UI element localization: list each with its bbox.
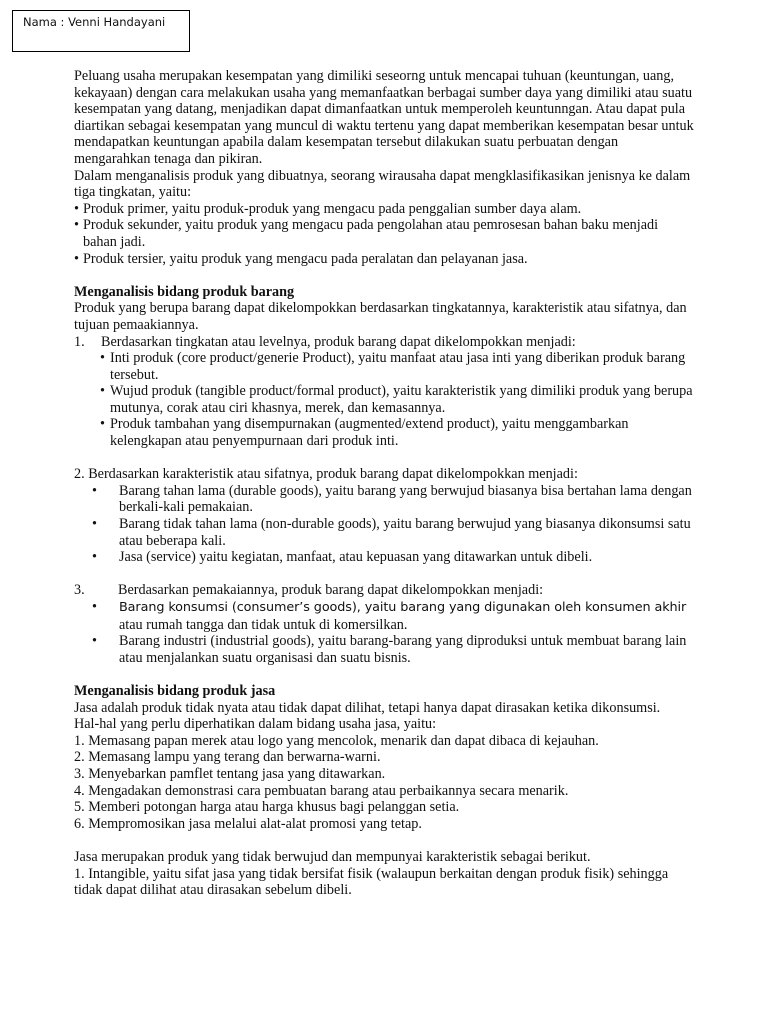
list-item: 1. Memasang papan merek atau logo yang mencolok, menarik dan dapat dibaca di kejauhan.: [74, 732, 599, 749]
services-points-list: [74, 733, 694, 833]
list-item: 3. Menyebarkan pamflet tentang jasa yang ditawarkan.: [74, 765, 386, 782]
list-item: • Barang tidak tahan lama (non-durable goods), yaitu barang berwujud yang biasanya dikonsumsi satu atau beberapa kali.: [92, 516, 691, 549]
list-item: 5. Memberi potongan harga atau harga khusus bagi pelanggan setia.: [74, 799, 460, 816]
product-level-list: [74, 201, 694, 267]
bullet-icon: •: [92, 549, 97, 566]
bullet-icon: •: [74, 217, 79, 234]
goods-group-2-title: 2. Berdasarkan karakteristik atau sifatnya, produk barang dapat dikelompokkan menjadi:: [74, 466, 578, 483]
bullet-icon: •: [92, 482, 97, 499]
document-body: [74, 68, 694, 899]
characteristic-item: 1. Intangible, yaitu sifat jasa yang tidak bersifat fisik (walaupun berkaitan dengan produk fisik) sehingga tidak dapat dilihat atau dirasakan sebelum dibeli.: [74, 865, 669, 899]
list-item: 2. Memasang lampu yang terang dan berwarna-warni.: [74, 749, 381, 766]
goods-section-heading: Menganalisis bidang produk barang: [74, 283, 295, 300]
bullet-icon: •: [100, 416, 105, 433]
bullet-icon: •: [92, 633, 97, 650]
list-item: • Produk tambahan yang disempurnakan (augmented/extend product), yaitu menggambarkan kelengkapan atau penyempurnaan dari produk inti.: [100, 416, 629, 450]
goods-group-2-list: [74, 483, 694, 566]
list-item: • Barang tahan lama (durable goods), yaitu barang yang berwujud biasanya bisa bertahan lama dengan berkali-kali pemakaian.: [92, 482, 692, 516]
services-definition: Jasa adalah produk tidak nyata atau tidak dapat dilihat, tetapi hanya dapat dirasakan ketika dikonsumsi.: [74, 699, 661, 716]
goods-group-3-title: 3. Berdasarkan pemakaiannya, produk barang dapat dikelompokkan menjadi:: [74, 582, 544, 599]
goods-group-1-list: [74, 350, 694, 450]
list-item: • Produk tersier, yaitu produk yang mengacu pada peralatan dan pelayanan jasa.: [74, 250, 528, 267]
services-lead: Hal-hal yang perlu diperhatikan dalam bidang usaha jasa, yaitu:: [74, 716, 437, 733]
list-item: • Produk primer, yaitu produk-produk yang mengacu pada penggalian sumber daya alam.: [74, 200, 582, 217]
list-item: 6. Mempromosikan jasa melalui alat-alat promosi yang tetap.: [74, 815, 422, 832]
bullet-icon: •: [100, 383, 105, 400]
list-item: • Wujud produk (tangible product/formal product), yaitu karakteristik yang dimiliki produk yang berupa mutunya, corak atau ciri khasnya, merek, dan kemasannya.: [100, 383, 693, 416]
student-name-box: [12, 10, 190, 52]
list-item: • Jasa (service) yaitu kegiatan, manfaat, atau kepuasan yang ditawarkan untuk dibeli.: [92, 549, 593, 566]
characteristics-lead: Jasa merupakan produk yang tidak berwujud dan mempunyai karakteristik sebagai berikut.: [74, 848, 591, 865]
bullet-icon: •: [92, 516, 97, 533]
list-item: 4. Mengadakan demonstrasi cara pembuatan barang atau perbaikannya secara menarik.: [74, 782, 569, 799]
intro-paragraph: Peluang usaha merupakan kesempatan yang dimiliki seseorng untuk mencapai tuhuan (keuntungan, uang, kekayaan) dengan cara melakukan usaha yang memanfaatkan berbagai sumber daya yang dimiliki atau suatu kesempatan yang datang, menjadikan dapat dimanfaatkan untuk memperoleh keuntunngan. Atau dapat pula diartikan sebagai kesempatan yang muncul di waktu tertenu yang dapat memberikan kesempatan besar untuk mendapatkan keuntungan apabila dalam kesempatan tersebut dilakukan suatu perbuatan dengan mengarahkan tenaga dan pikiran.: [74, 68, 694, 167]
bullet-icon: •: [74, 200, 79, 217]
list-item: • Barang konsumsi (consumer’s goods), yaitu barang yang digunakan oleh konsumen akhir atau rumah tangga dan tidak untuk di komersilkan.: [92, 599, 687, 633]
bullet-icon: •: [92, 599, 97, 615]
list-item: • Produk sekunder, yaitu produk yang mengacu pada pengolahan atau pemrosesan bahan baku menjadi bahan jadi.: [74, 217, 659, 250]
bullet-icon: •: [100, 350, 105, 367]
goods-intro: Produk yang berupa barang dapat dikelompokkan berdasarkan tingkatannya, karakteristik atau sifatnya, dan tujuan pemaakiannya.: [74, 300, 687, 333]
list-item: • Barang industri (industrial goods), yaitu barang-barang yang diproduksi untuk membuat barang lain atau menjalankan suatu organisasi dan suatu bisnis.: [92, 633, 687, 666]
classification-lead: Dalam menganalisis produk yang dibuatnya, seorang wirausaha dapat mengklasifikasikan jenisnya ke dalam tiga tingkatan, yaitu:: [74, 167, 691, 201]
services-section-heading: Menganalisis bidang produk jasa: [74, 682, 276, 699]
list-item: • Inti produk (core product/generie Product), yaitu manfaat atau jasa inti yang diberikan produk barang tersebut.: [100, 350, 686, 383]
goods-group-3-list: [74, 599, 694, 666]
bullet-icon: •: [74, 250, 79, 267]
goods-group-1-title: 1. Berdasarkan tingkatan atau levelnya, produk barang dapat dikelompokkan menjadi:: [74, 333, 576, 350]
student-name-label: Nama : Venni Handayani: [23, 15, 166, 29]
